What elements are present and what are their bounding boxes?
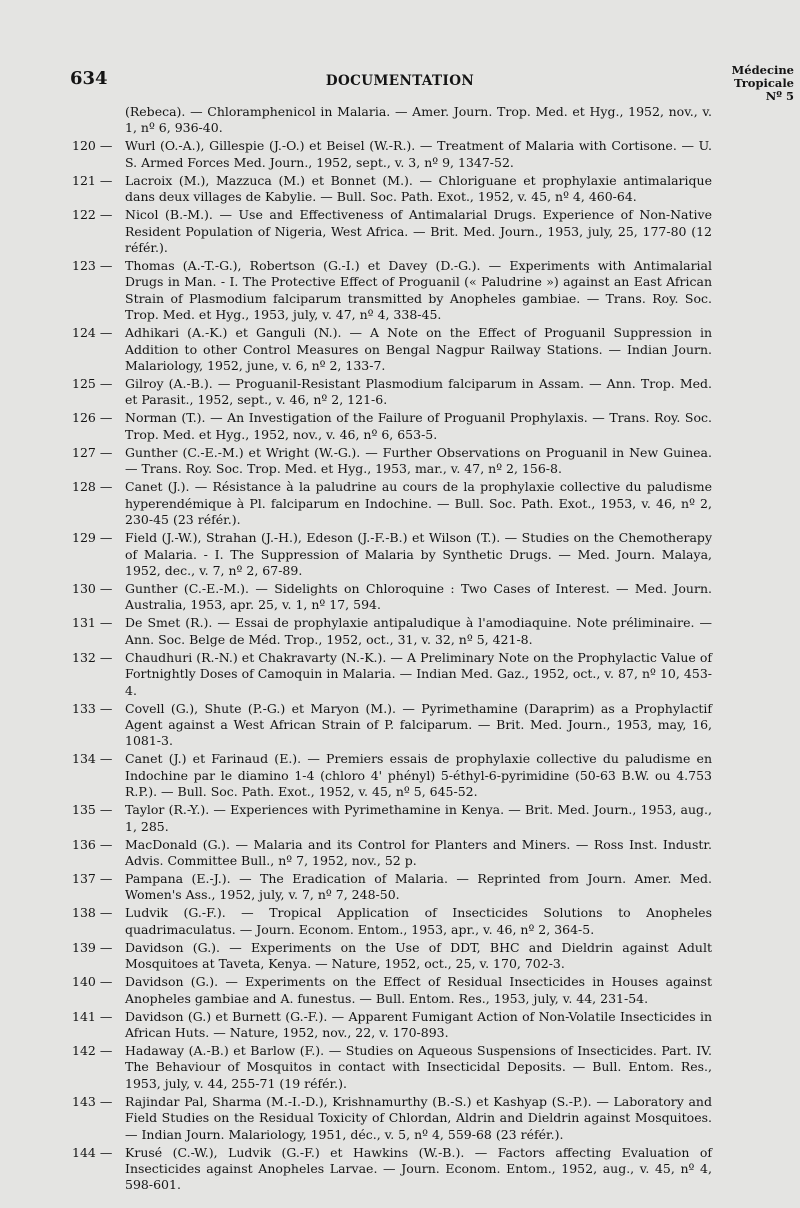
bibliography-entry: [72, 1145, 712, 1194]
entry-text: (Rebeca). — Chloramphenicol in Malaria. — Amer. Journ. Trop. Med. et Hyg., 1952, nov., v. 1, nº 6, 936-40.: [125, 104, 712, 136]
entry-number: 126 —: [72, 410, 113, 426]
entry-number: 123 —: [72, 258, 113, 274]
entry-number: 129 —: [72, 530, 113, 546]
bibliography-entry: [72, 207, 712, 256]
bibliography-entry: [72, 445, 712, 478]
journal-line: Nº 5: [765, 89, 794, 103]
bibliography-entry: [72, 1094, 712, 1143]
entry-text: Chaudhuri (R.-N.) et Chakravarty (N.-K.). — A Preliminary Note on the Prophylactic Value of Fortnightly Doses of Camoquin in Malaria. — Indian Med. Gaz., 1952, oct., v. 87, nº 10, 453-4.: [125, 649, 712, 698]
entry-text: Norman (T.). — An Investigation of the Failure of Proguanil Prophylaxis. — Trans. Roy. Soc. Trop. Med. et Hyg., 1952, nov., v. 46, nº 6, 653-5.: [125, 410, 712, 442]
page-number: 634: [70, 68, 108, 89]
journal-line: Médecine: [731, 63, 794, 77]
entry-text: Wurl (O.-A.), Gillespie (J.-O.) et Beisel (W.-R.). — Treatment of Malaria with Cortisone. — U. S. Armed Forces Med. Journ., 1952, sept., v. 3, nº 9, 1347-52.: [125, 138, 712, 170]
entry-number: 120 —: [72, 138, 113, 154]
entry-number: 136 —: [72, 836, 113, 852]
entry-text: Pampana (E.-J.). — The Eradication of Malaria. — Reprinted from Journ. Amer. Med. Women's Ass., 1952, july, v. 7, nº 7, 248-50.: [125, 870, 712, 903]
entry-text: Taylor (R.-Y.). — Experiences with Pyrimethamine in Kenya. — Brit. Med. Journ., 1953, aug., 1, 285.: [125, 802, 712, 834]
entry-number: 132 —: [72, 649, 113, 665]
running-title: DOCUMENTATION: [325, 73, 475, 89]
entry-number: 125 —: [72, 376, 113, 392]
bibliography-entry: [72, 1043, 712, 1092]
entry-number: 138 —: [72, 905, 113, 921]
entry-text: De Smet (R.). — Essai de prophylaxie antipaludique à l'amodiaquine. Note préliminaire. — Ann. Soc. Belge de Méd. Trop., 1952, oct., 31, v. 32, nº 5, 421-8.: [125, 615, 712, 647]
entry-number: 143 —: [72, 1093, 113, 1109]
entry-number: 139 —: [72, 939, 113, 955]
entry-number: 137 —: [72, 870, 113, 886]
bibliography-entry: [72, 138, 712, 171]
journal-label: [732, 64, 794, 103]
bibliography-entry: [72, 376, 712, 409]
entry-text: Krusé (C.-W.), Ludvik (G.-F.) et Hawkins (W.-B.). — Factors affecting Evaluation of Insecticides against Anopheles Larvae. — Journ. Econom. Entom., 1952, aug., v. 45, nº 4, 598-601.: [125, 1144, 712, 1193]
entry-text: Hadaway (A.-B.) et Barlow (F.). — Studies on Aqueous Suspensions of Insecticides. Part. IV. The Behaviour of Mosquitos in contact with Insecticidal Deposits. — Bull. Entom. Res., 1953, july, v. 44, 255-71 (19 référ.).: [125, 1043, 712, 1091]
entry-text: Canet (J.) et Farinaud (E.). — Premiers essais de prophylaxie collective du paludisme en Indochine par le diamino 1-4 (chloro 4' phényl) 5-éthyl-6-pyrimidine (50-63 B.W. ou 4.753 R.P.). — Bull. Soc. Path. Exot., 1952, v. 45, nº 5, 645-52.: [125, 751, 712, 800]
entry-text: Ludvik (G.-F.). — Tropical Application of Insecticides Solutions to Anopheles quadrimaculatus. — Journ. Econom. Entom., 1953, apr., v. 46, nº 2, 364-5.: [125, 905, 712, 937]
bibliography-entry: [72, 258, 712, 324]
bibliography-entry: [72, 615, 712, 648]
entry-text: MacDonald (G.). — Malaria and its Control for Planters and Miners. — Ross Inst. Industr. Advis. Committee Bull., nº 7, 1952, nov., 52 p.: [125, 836, 712, 868]
entry-text: Field (J.-W.), Strahan (J.-H.), Edeson (J.-F.-B.) et Wilson (T.). — Studies on the Chemotherapy of Malaria. - I. The Suppression of Malaria by Synthetic Drugs. — Med. Journ. Malaya, 1952, dec., v. 7, nº 2, 67-89.: [125, 530, 712, 578]
bibliography-entry: [72, 173, 712, 206]
bibliography-entry: [72, 325, 712, 374]
bibliography-entry: [72, 871, 712, 904]
entry-text: Rajindar Pal, Sharma (M.-I.-D.), Krishnamurthy (B.-S.) et Kashyap (S.-P.). — Laboratory and Field Studies on the Residual Toxicity of Chlordan, Aldrin and Dieldrin against Mosquitoes. — Indian Journ. Malariology, 1951, déc., v. 5, nº 4, 559-68 (23 référ.).: [125, 1093, 712, 1142]
entry-text: Nicol (B.-M.). — Use and Effectiveness of Antimalarial Drugs. Experience of Non-Native Resident Population of Nigeria, West Africa. — Brit. Med. Journ., 1953, july, 25, 177-80 (12 référ.).: [125, 207, 712, 256]
entry-number: 127 —: [72, 444, 113, 460]
entry-text: Gilroy (A.-B.). — Proguanil-Resistant Plasmodium falciparum in Assam. — Ann. Trop. Med. et Parasit., 1952, sept., v. 46, nº 2, 121-6.: [125, 376, 712, 408]
entry-text: Canet (J.). — Résistance à la paludrine au cours de la prophylaxie collective du paludisme hyperendémique à Pl. falciparum en Indochine. — Bull. Soc. Path. Exot., 1953, v. 46, nº 2, 230-45 (23 référ.).: [125, 479, 712, 528]
entry-text: Thomas (A.-T.-G.), Robertson (G.-I.) et Davey (D.-G.). — Experiments with Antimalarial Drugs in Man. - I. The Protective Effect of Proguanil (« Paludrine ») against an East African Strain of Plasmodium falciparum transmitted by Anopheles gambiae. — Trans. Roy. Soc. Trop. Med. et Hyg., 1953, july, v. 47, nº 4, 338-45.: [125, 258, 712, 323]
bibliography-entry: [72, 410, 712, 443]
entry-number: 135 —: [72, 802, 113, 818]
entry-text: Gunther (C.-E.-M.). — Sidelights on Chloroquine : Two Cases of Interest. — Med. Journ. Australia, 1953, apr. 25, v. 1, nº 17, 594.: [125, 580, 712, 613]
bibliography-entry: [72, 581, 712, 614]
entry-number: 133 —: [72, 700, 113, 716]
entry-text: Davidson (G.) et Burnett (G.-F.). — Apparent Fumigant Action of Non-Volatile Insecticides in African Huts. — Nature, 1952, nov., 22, v. 170-893.: [125, 1008, 712, 1040]
bibliography-entry: [72, 837, 712, 870]
bibliography-entry: [72, 530, 712, 579]
entry-text: Davidson (G.). — Experiments on the Effect of Residual Insecticides in Houses against Anopheles gambiae and A. funestus. — Bull. Entom. Res., 1953, july, v. 44, 231-54.: [125, 974, 712, 1006]
entry-number: 140 —: [72, 974, 113, 990]
bibliography-entry: [72, 940, 712, 973]
entry-number: 131 —: [72, 615, 113, 631]
entry-text: Covell (G.), Shute (P.-G.) et Maryon (M.). — Pyrimethamine (Daraprim) as a Prophylactif Agent against a West African Strain of P. falciparum. — Brit. Med. Journ., 1953, may, 16, 1081-3.: [125, 700, 712, 749]
bibliography-entry: [72, 479, 712, 528]
entry-number: 121 —: [72, 172, 113, 188]
entry-text: Adhikari (A.-K.) et Ganguli (N.). — A Note on the Effect of Proguanil Suppression in Addition to other Control Measures on Bengal Nagpur Railway Stations. — Indian Journ. Malariology, 1952, june, v. 6, nº 2, 133-7.: [125, 325, 712, 374]
entry-number: 142 —: [72, 1043, 113, 1058]
bibliography-list: [72, 104, 712, 1195]
entry-text: Gunther (C.-E.-M.) et Wright (W.-G.). — Further Observations on Proguanil in New Guinea. — Trans. Roy. Soc. Trop. Med. et Hyg., 1953, mar., v. 47, nº 2, 156-8.: [125, 444, 712, 477]
entry-text: Davidson (G.). — Experiments on the Use of DDT, BHC and Dieldrin against Adult Mosquitoes at Taveta, Kenya. — Nature, 1952, oct., 25, v. 170, 702-3.: [125, 939, 712, 972]
bibliography-entry: [72, 701, 712, 750]
bibliography-entry: [72, 104, 712, 137]
bibliography-entry: [72, 650, 712, 699]
bibliography-entry: [72, 751, 712, 800]
entry-number: 128 —: [72, 479, 113, 495]
entry-number: 144 —: [72, 1144, 113, 1160]
entry-number: 141 —: [72, 1008, 113, 1024]
journal-line: Tropicale: [734, 76, 794, 90]
bibliography-entry: [72, 905, 712, 938]
entry-number: 130 —: [72, 580, 113, 596]
bibliography-entry: [72, 802, 712, 835]
bibliography-entry: [72, 974, 712, 1007]
entry-text: Lacroix (M.), Mazzuca (M.) et Bonnet (M.). — Chloriguane et prophylaxie antimalarique dans deux villages de Kabylie. — Bull. Soc. Path. Exot., 1952, v. 45, nº 4, 460-64.: [125, 172, 712, 205]
entry-number: 122 —: [72, 207, 113, 223]
entry-number: 124 —: [72, 325, 113, 341]
entry-number: 134 —: [72, 751, 113, 767]
bibliography-entry: [72, 1009, 712, 1042]
